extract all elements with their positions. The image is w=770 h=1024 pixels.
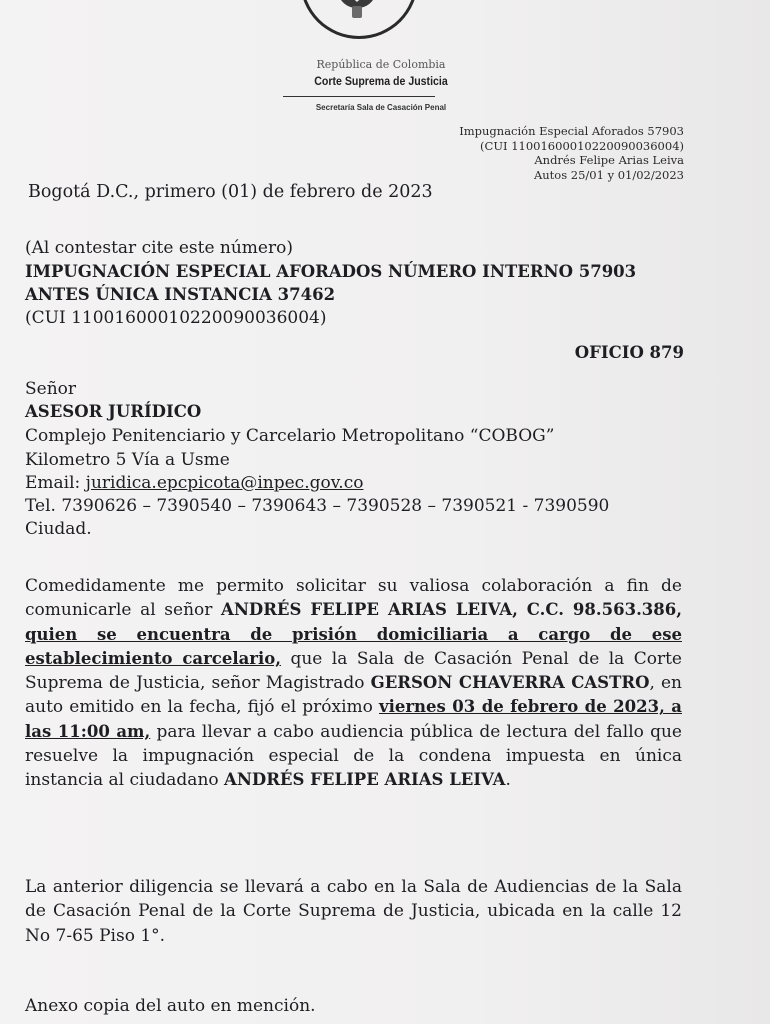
text-run: Comedidamente me permito solicitar su valiosa colaboración a fin de comunicarle al señor <box>25 576 682 621</box>
annex-note: Anexo copia del auto en mención. <box>25 996 316 1016</box>
recipient-email-line <box>25 473 363 493</box>
date-line: Bogotá D.C., primero (01) de febrero de 2023 <box>28 182 433 202</box>
text-run: para llevar a cabo audiencia pública de lectura del fallo que resuelve la impugnación especial de la condena impuesta en única instancia al ciudadano <box>25 721 682 791</box>
reference-line: Impugnación Especial Aforados 57903 <box>459 124 684 138</box>
recipient-phones: Tel. 7390626 – 7390540 – 7390643 – 7390528 – 7390521 - 7390590 <box>25 496 610 516</box>
citation-antes: ANTES ÚNICA INSTANCIA 37462 <box>25 285 336 304</box>
oficio-number: OFICIO 879 <box>574 343 684 362</box>
text-run: que la Sala de Casación Penal de la Corte Suprema de Justicia, señor Magistrado <box>25 648 682 694</box>
recipient-salutation: Señor <box>25 379 77 399</box>
email-label: Email: <box>25 473 86 493</box>
citation-cui: (CUI 11001600010220090036004) <box>25 308 327 328</box>
header-corte: Corte Suprema de Justicia <box>314 76 448 88</box>
citation-note: (Al contestar cite este número) <box>25 238 293 258</box>
email-link[interactable]: juridica.epcpicota@inpec.gov.co <box>85 473 364 493</box>
recipient-address: Kilometro 5 Vía a Usme <box>25 450 230 470</box>
prision-detail: quien se encuentra de prisión domiciliaria a cargo de ese establecimiento carcelario, <box>25 624 682 668</box>
header-divider <box>283 96 435 97</box>
condor-emblem-icon <box>337 0 377 24</box>
person-name: ANDRÉS FELIPE ARIAS LEIVA <box>224 770 506 790</box>
hearing-date: viernes 03 de febrero de 2023, a las 11:00 am, <box>25 697 682 741</box>
recipient-title: ASESOR JURÍDICO <box>25 402 202 421</box>
recipient-institution: Complejo Penitenciario y Carcelario Metropolitano “COBOG” <box>25 426 555 446</box>
header-secretaria: Secretaría Sala de Casación Penal <box>315 103 447 112</box>
text-run: . <box>505 770 511 791</box>
citation-impugnacion: IMPUGNACIÓN ESPECIAL AFORADOS NÚMERO INTERNO 57903 <box>25 262 637 281</box>
body-paragraph-2: La anterior diligencia se llevará a cabo en la Sala de Audiencias de la Sala de Casación Penal de la Corte Suprema de Justicia, ubicada en la calle 12 No 7-65 Piso 1°. <box>25 877 682 946</box>
coat-of-arms-seal <box>300 0 418 39</box>
reference-line: Autos 25/01 y 01/02/2023 <box>533 167 684 182</box>
reference-line: Andrés Felipe Arias Leiva <box>534 153 684 167</box>
reference-block <box>459 124 684 182</box>
reference-line: (CUI 11001600010220090036004) <box>480 138 684 153</box>
person-name: ANDRÉS FELIPE ARIAS LEIVA, C.C. 98.563.386, <box>221 600 682 620</box>
recipient-city: Ciudad. <box>25 519 92 539</box>
body-paragraph-1 <box>25 574 682 793</box>
text-run: , en auto emitido en la fecha, fijó el próximo <box>25 673 682 718</box>
magistrado-name: GERSON CHAVERRA CASTRO <box>370 673 650 693</box>
header-republica: República de Colombia <box>316 58 446 71</box>
